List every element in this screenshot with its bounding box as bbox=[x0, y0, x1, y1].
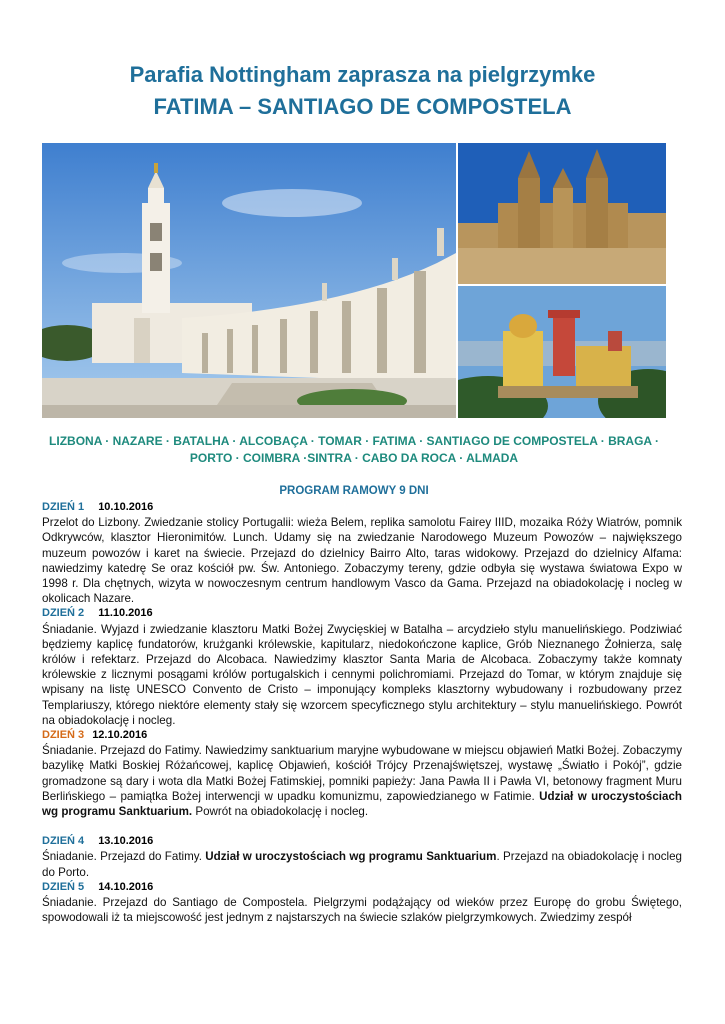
day-1-description: Przelot do Lizbony. Zwiedzanie stolicy Portugalii: wieża Belem, replika samolotu Fairey IIID, mozaika Róży Wiatrów, pomnik Odkrywców, klasztor Hieronimitów. Lunch. Udamy się na zwiedzanie Narodowego Muzeum Powozów – największego muzeum powozów i karet na świecie. Przejazd do dzielnicy Bairro Alto, taras widokowy. Przejazd do dzielnicy Alfama: nawiedzimy katedrę Se oraz kościół pw. Św. Antoniego. Zobaczymy tereny, gdzie odbyła się wystawa światowa Expo w 1998 r. Dla chętnych, wizyta w nowoczesnym centrum handlowym Vasco da Gama. Przejazd na obiadokolację i nocleg w okolicach Nazare. bbox=[42, 516, 682, 606]
day-2-description: Śniadanie. Wyjazd i zwiedzanie klasztoru Matki Bożej Zwycięskiej w Batalha – arcydzieło stylu manuelińskiego. Podziwiać będziemy kaplicę fundatorów, krużganki królewskie, kapitularz, niedokończone kaplice, Grób Nieznanego Żołnierza, salę królów i refektarz. Przejazd do Alcobaca. Nawiedzimy klasztor Santa Maria de Alcobaca. Zobaczymy także komnaty królewskie z licznymi posągami królów portugalskich i cennymi polichromiami. Przejazd do Tomar, w którym znajduje się wpisany na listę UNESCO Convento de Cristo – imponujący kompleks klasztorny wybudowany i rozbudowany przez Templariuszy, którego niektóre elementy stały się wzorcem specyficznego stylu architektury – stylu manuelińskiego. Powrót na obiadokolację i nocleg. bbox=[42, 622, 682, 727]
day-1-date: 10.10.2016 bbox=[98, 501, 154, 513]
route-list bbox=[42, 433, 666, 467]
program-title: PROGRAM RAMOWY 9 DNI bbox=[279, 485, 429, 497]
day-3-description bbox=[42, 743, 682, 819]
photo-collage bbox=[42, 143, 666, 418]
day-4-header bbox=[42, 834, 682, 849]
program-content bbox=[42, 500, 682, 925]
day-3-text: Śniadanie. Przejazd do Fatimy. Nawiedzimy sanktuarium maryjne wybudowane w miejscu objawień Matki Bożej. Zobaczymy bazylikę Matki Boskiej Różańcowej, kaplicę Objawień, kościół Trójcy Przenajświętszej, wystawę „Światło i Pokój”, gdzie gromadzone są dary i wota dla Matki Bożej Fatimskiej, pomniki papieży: Jana Pawła II i Pawła VI, betonowy fragment Muru Berlińskiego – pamiątka Bożej interwencji w upadku komunizmu, zapowiedzianego w Fatimie. bbox=[42, 744, 682, 803]
day-5-label: DZIEŃ 5 bbox=[42, 880, 85, 893]
pena-palace-photo bbox=[458, 286, 666, 418]
day-4-description bbox=[42, 849, 682, 879]
santiago-cathedral-photo bbox=[458, 143, 666, 284]
spacer bbox=[42, 819, 682, 834]
page-title-line1: Parafia Nottingham zaprasza na pielgrzymke bbox=[129, 62, 596, 87]
route-line2: PORTO · COIMBRA ·SINTRA · CABO DA ROCA · ALMADA bbox=[189, 451, 519, 465]
day-4-label: DZIEŃ 4 bbox=[42, 835, 85, 848]
day-3-date: 12.10.2016 bbox=[92, 729, 148, 742]
day-4-date: 13.10.2016 bbox=[98, 835, 154, 848]
day-5-date: 14.10.2016 bbox=[98, 880, 154, 893]
route-line1: LIZBONA · NAZARE · BATALHA · ALCOBAÇA · TOMAR · FATIMA · SANTIAGO DE COMPOSTELA · BRAGA · bbox=[49, 434, 659, 448]
day-4-bold-text: Udział w uroczystościach wg programu Sanktuarium bbox=[205, 850, 497, 864]
day-3-header bbox=[42, 728, 682, 743]
page-title-line2: FATIMA – SANTIAGO DE COMPOSTELA bbox=[153, 94, 572, 119]
fatima-basilica-photo bbox=[42, 143, 456, 418]
day-2-date: 11.10.2016 bbox=[98, 607, 153, 620]
day-1-label: DZIEŃ 1 bbox=[42, 501, 85, 513]
day-4-after-text: . Przejazd na obiadokolację i nocleg do Porto. bbox=[42, 850, 682, 879]
day-3-label: DZIEŃ 3 bbox=[42, 729, 85, 742]
day-2-label: DZIEŃ 2 bbox=[42, 607, 85, 620]
day-5-description: Śniadanie. Przejazd do Santiago de Compostela. Pielgrzymi podążający od wieków przez Europę do grobu Świętego, spowodowali iż ta miejscowość jest jednym z najstarszych na świecie szlaków pielgrzymkowych. Zwiedzimy zespół bbox=[42, 896, 682, 925]
day-5-header bbox=[42, 880, 682, 895]
day-3-bold-text: Udział w uroczystościach wg programu Sanktuarium. bbox=[42, 789, 682, 819]
day-2-header bbox=[42, 606, 682, 621]
day-3-after-text: Powrót na obiadokolację i nocleg. bbox=[195, 805, 369, 819]
day-4-before-text: Śniadanie. Przejazd do Fatimy. bbox=[42, 850, 202, 864]
day-1-header bbox=[42, 500, 682, 515]
